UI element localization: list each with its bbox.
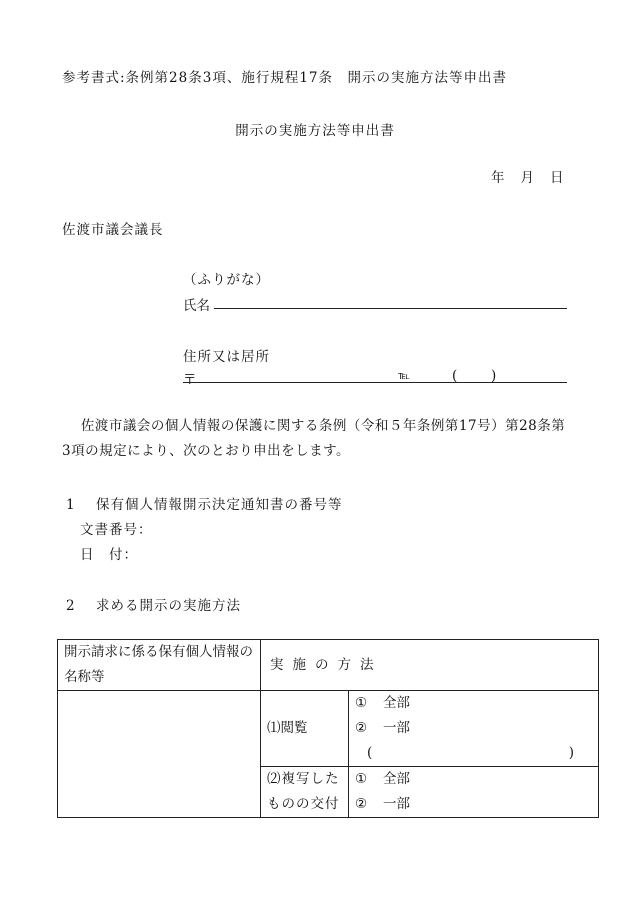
detail-paren-open: ( — [367, 745, 373, 761]
document-title: 開示の実施方法等申出書 — [235, 123, 395, 139]
addressee: 佐渡市議会議長 — [62, 222, 164, 238]
detail-paren-close: ) — [568, 745, 574, 761]
header-info-name: 開示請求に係る保有個人情報の名称等 — [58, 640, 261, 691]
section2-number: 2 — [66, 598, 76, 614]
request-statement: 佐渡市議会の個人情報の保護に関する条例（令和５年条例第17号）第28条第3項の規定により、次のとおり申出をします。 — [62, 418, 566, 459]
option-label: 全部 — [383, 695, 410, 711]
option-mark: ① — [355, 771, 368, 787]
table-row — [58, 691, 599, 767]
tel-paren-open: ( — [452, 368, 458, 384]
address-label: 住所又は居所 — [183, 349, 270, 365]
option-mark: ② — [355, 720, 368, 736]
address-field-line[interactable] — [183, 382, 567, 383]
table-header-row — [58, 640, 599, 691]
partial-detail-field[interactable] — [355, 741, 592, 766]
info-name-cell[interactable] — [58, 691, 261, 818]
date-day: 日 — [550, 170, 564, 186]
option-label: 全部 — [383, 771, 410, 787]
date-month: 月 — [520, 170, 534, 186]
date-year: 年 — [491, 170, 505, 186]
postal-mark: 〒 — [183, 372, 197, 388]
tel-paren-close: ) — [491, 368, 497, 384]
section1-number: 1 — [66, 497, 76, 513]
option-label: 一部 — [383, 796, 410, 812]
option-mark: ② — [355, 796, 368, 812]
section2-title: 求める開示の実施方法 — [96, 598, 241, 614]
option-label: 一部 — [383, 720, 410, 736]
section1-title: 保有個人情報開示決定通知書の番号等 — [96, 497, 343, 513]
name-field-line[interactable] — [214, 308, 567, 309]
method-category-copy: ⑵複写したものの交付 — [261, 767, 349, 818]
tel-label: ℡ — [398, 369, 410, 382]
name-label: 氏名 — [183, 298, 210, 314]
disclosure-method-table — [57, 639, 599, 818]
option-copy-all[interactable] — [355, 767, 592, 792]
notice-date-label: 日 付： — [80, 547, 138, 563]
document-number-label: 文書番号： — [80, 522, 153, 538]
option-viewing-all[interactable] — [355, 691, 592, 716]
option-mark: ① — [355, 695, 368, 711]
option-copy-part[interactable] — [355, 792, 592, 817]
reference-header: 参考書式:条例第28条3項、施行規程17条 開示の実施方法等申出書 — [62, 70, 507, 86]
option-viewing-part[interactable] — [355, 716, 592, 741]
furigana-label: （ふりがな） — [183, 272, 270, 288]
section1-heading — [66, 493, 343, 513]
method-category-viewing: ⑴閲覧 — [261, 691, 349, 767]
copy-options — [349, 767, 599, 818]
section2-heading — [66, 594, 241, 614]
header-method: 実施の方法 — [261, 640, 599, 691]
viewing-options — [349, 691, 599, 767]
date-line — [491, 166, 564, 186]
